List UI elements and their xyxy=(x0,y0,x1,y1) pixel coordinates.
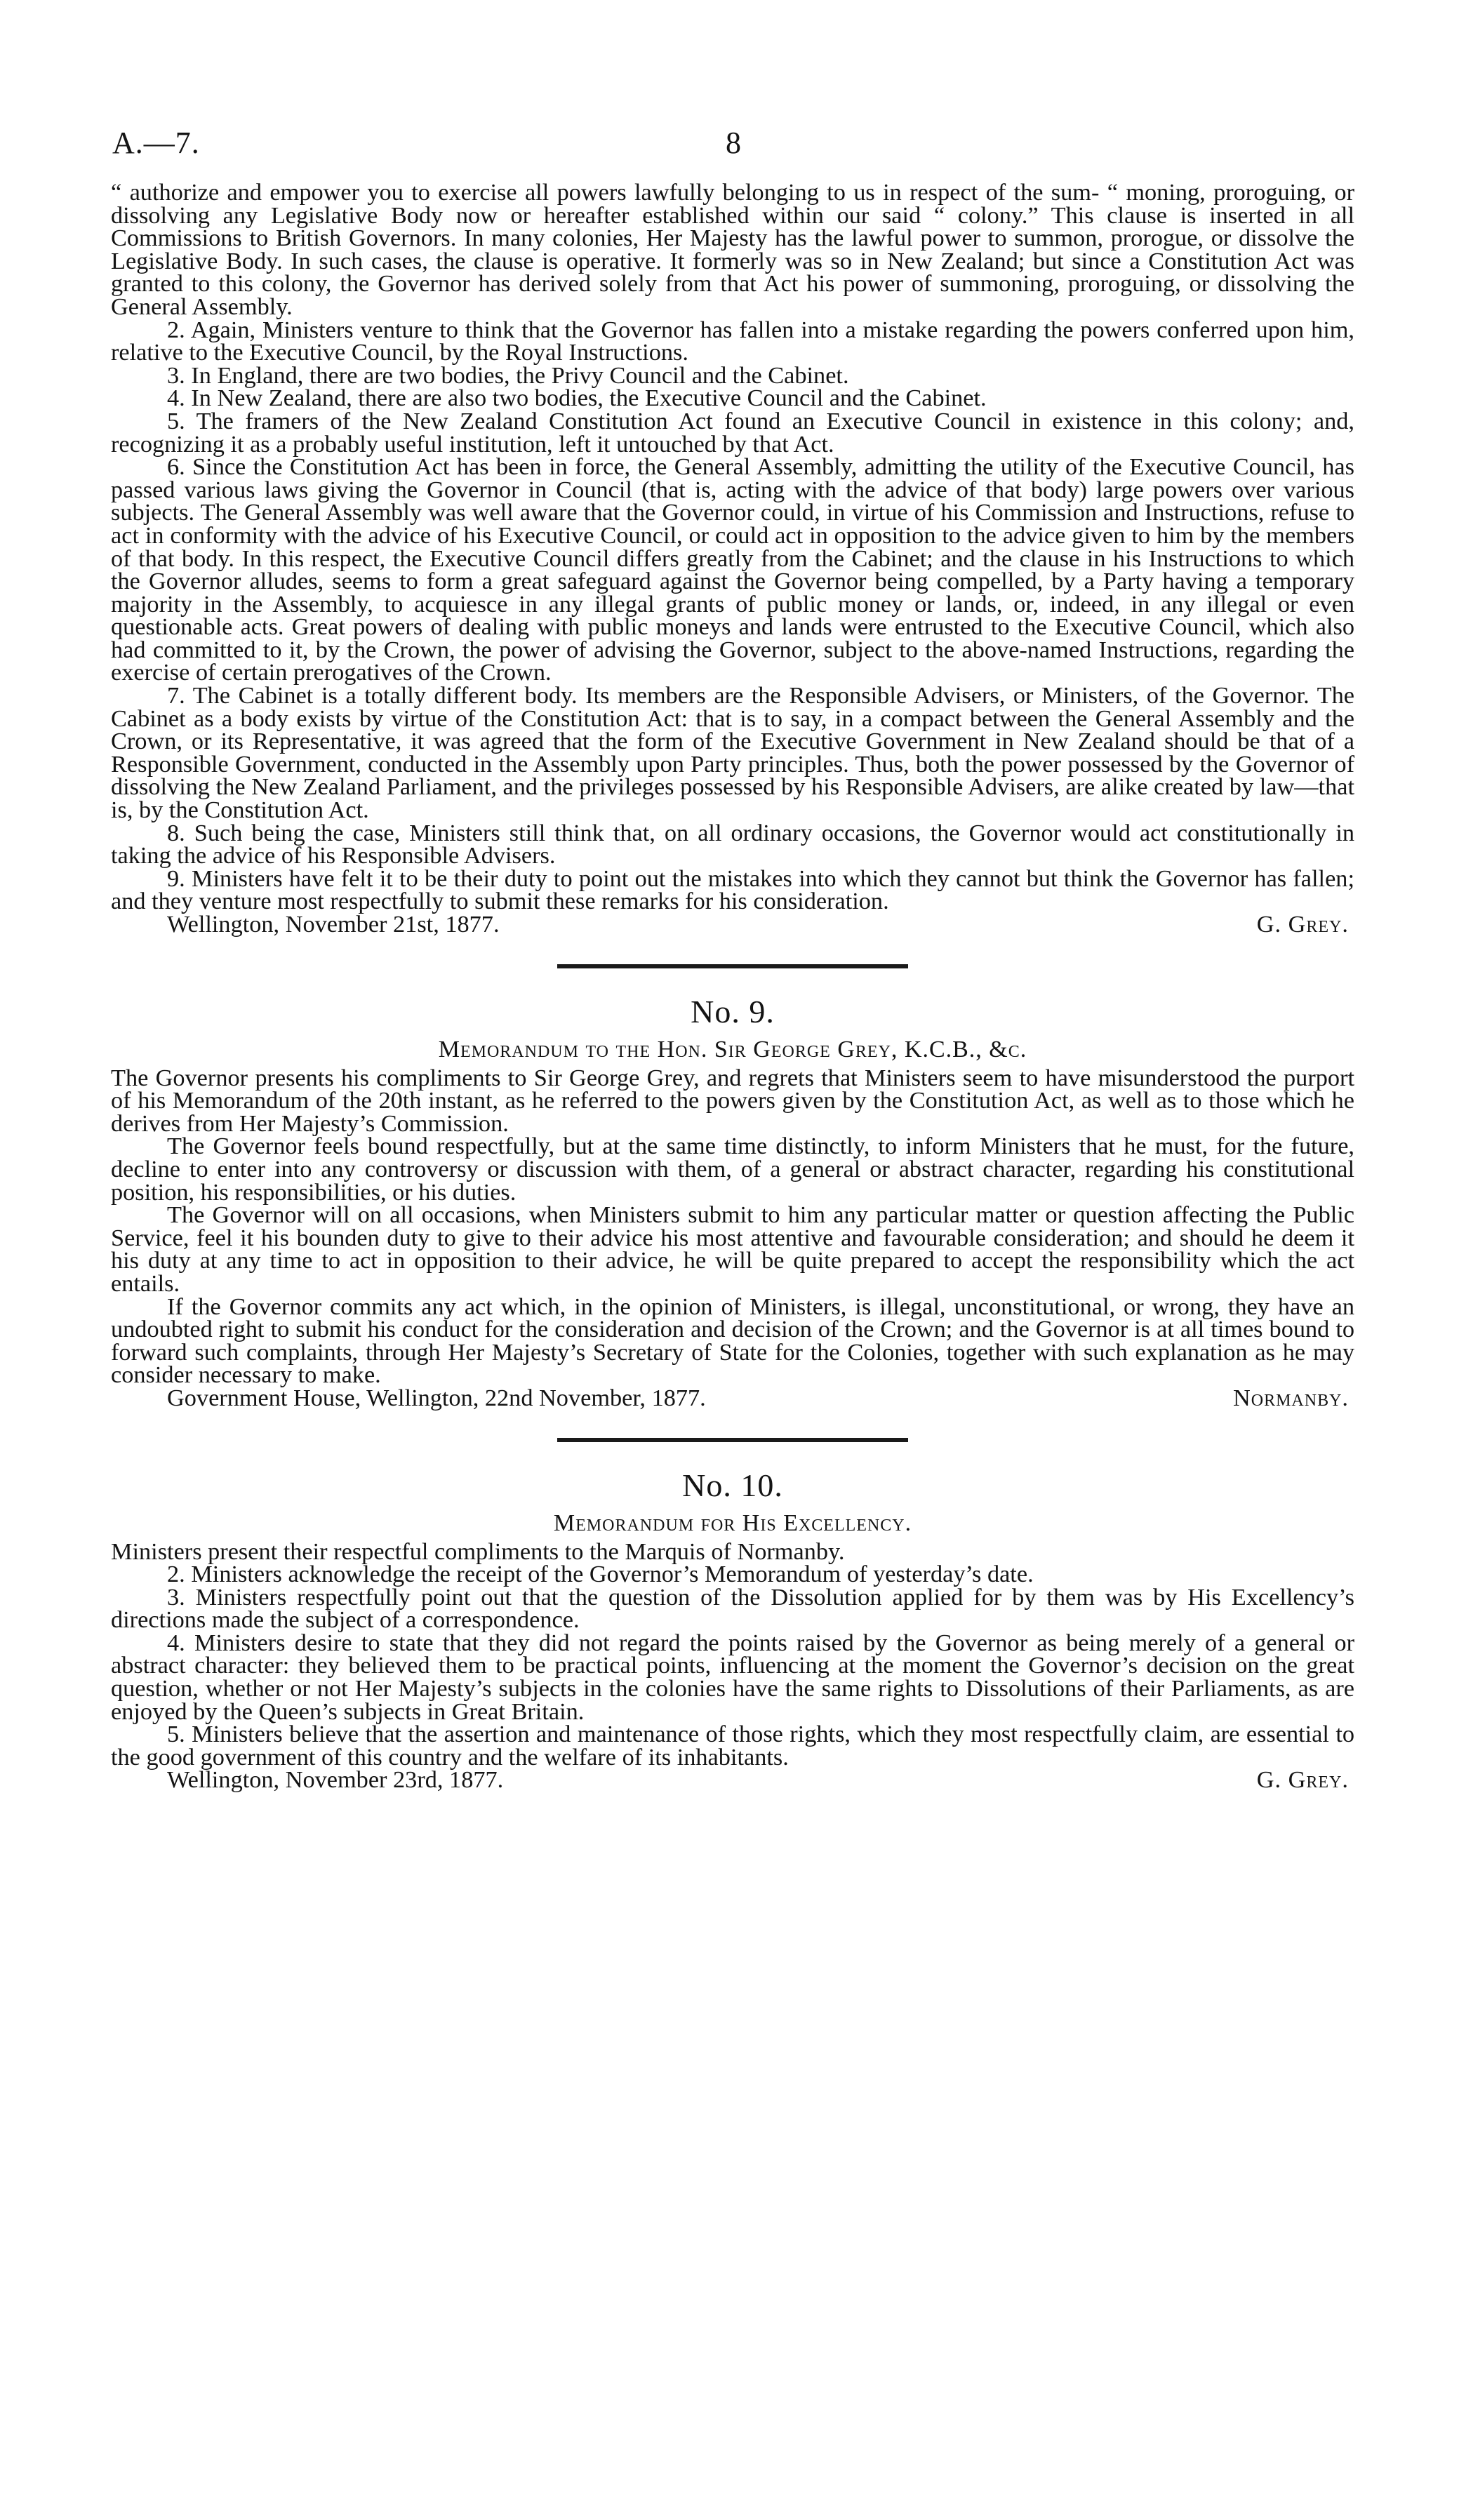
no10-paragraph-4: 4. Ministers desire to state that they did not regard the points raised by the Governor as being merely of a general or abstract character: they believed them to be practical points, influencing at the moment the Governor’s decision on the great question, whether or not Her Majesty’s subjects in the colonies have the same rights to Dissolutions of their Parliaments, as are enjoyed by the Queen’s subjects in Great Britain. xyxy=(111,1629,1354,1725)
no10-paragraph-3: 3. Ministers respectfully point out that the question of the Dissolution applied for by them was by His Excellency’s directions made the subject of a correspondence. xyxy=(111,1583,1354,1634)
page-header xyxy=(112,125,1354,167)
no10-place-date: Wellington, November 23rd, 1877. xyxy=(167,1766,504,1794)
no9-title: No. 9. xyxy=(691,993,775,1029)
no9-place-date: Government House, Wellington, 22nd November, 1877. xyxy=(167,1384,706,1411)
intro-paragraph-3: 3. In England, there are two bodies, the Privy Council and the Cabinet. xyxy=(167,361,849,389)
no9-paragraph-1: The Governor presents his compliments to Sir George Grey, and regrets that Ministers seem to have misunderstood the purport of his Memorandum of the 20th instant, as he referred to the powers given by the Constitution Act, as well as to those which he derives from Her Majesty’s Commission. xyxy=(111,1064,1354,1137)
intro-place-date: Wellington, November 21st, 1877. xyxy=(167,911,500,938)
no9-subtitle: Memorandum to the Hon. Sir George Grey, K.C.B., &c. xyxy=(438,1036,1027,1062)
no10-subtitle: Memorandum for His Excellency. xyxy=(553,1509,912,1536)
intro-paragraph-6: 6. Since the Constitution Act has been in force, the General Assembly, admitting the utility of the Executive Council, has passed various laws giving the Governor in Council (that is, acting with the advice of that body) large powers over various subjects. The General Assembly was well aware that the Governor could, in virtue of his Commission and Instructions, refuse to act in conformity with the advice of his Executive Council, or could act in opposition to the advice given to him by the members of that body. In this respect, the Executive Council differs greatly from the Cabinet; and the clause in his Instructions to which the Governor alludes, seems to form a great safeguard against the Governor being compelled, by a Party having a temporary majority in the Assembly, to acquiesce in any illegal grants of public money or lands, or, indeed, in any illegal or even questionable acts. Great powers of dealing with public moneys and lands were entrusted to the Executive Council, which also had committed to it, by the Crown, the power of advising the Governor, subject to the above-named Instructions, regarding the exercise of certain prerogatives of the Crown. xyxy=(111,453,1354,686)
no9-paragraph-2: The Governor feels bound respectfully, but at the same time distinctly, to inform Ministers that he must, for the future, decline to enter into any controversy or discussion with them, of a general or abstract character, regarding his constitutional position, his responsibilities, or his duties. xyxy=(111,1133,1354,1206)
no10-signature: G. Grey. xyxy=(1256,1766,1349,1794)
no9-paragraph-4: If the Governor commits any act which, in the opinion of Ministers, is illegal, unconstitutional, or wrong, they have an undoubted right to submit his conduct for the consideration and decision of the Crown; and the Governor is at all times bound to forward such complaints, through Her Majesty’s Secretary of State for the Colonies, together with such explanation as he may consider necessary to make. xyxy=(111,1293,1354,1389)
intro-paragraph-8: 8. Such being the case, Ministers still think that, on all ordinary occasions, the Governor would act constitutionally in taking the advice of his Responsible Advisers. xyxy=(111,819,1354,869)
intro-paragraph-9: 9. Ministers have felt it to be their duty to point out the mistakes into which they cannot but think the Governor has fallen; and they venture most respectfully to submit these remarks for his consideration. xyxy=(111,865,1354,915)
document-body xyxy=(111,181,1354,1792)
no10-paragraph-5: 5. Ministers believe that the assertion and maintenance of those rights, which they most respectfully claim, are essential to the good government of this country and the welfare of its inhabitants. xyxy=(111,1721,1354,1771)
intro-signature-line xyxy=(111,913,1354,936)
no10-title: No. 10. xyxy=(682,1467,783,1503)
document-reference: A.—7. xyxy=(112,126,200,160)
no10-signature-line xyxy=(111,1768,1354,1792)
page-number: 8 xyxy=(726,126,741,160)
intro-signature: G. Grey. xyxy=(1256,911,1349,938)
section-divider-1 xyxy=(557,964,908,968)
intro-paragraph-7: 7. The Cabinet is a totally different body. Its members are the Responsible Advisers, or Ministers, of the Governor. The Cabinet as a body exists by virtue of the Constitution Act: that is to say, in a compact between the General Assembly and the Crown, or its Representative, it was agreed that the form of the Executive Government in New Zealand should be that of a Responsible Government, conducted in the Assembly upon Party principles. Thus, both the power possessed by the Governor of dissolving the New Zealand Parliament, and the privileges possessed by his Responsible Advisers, are alike created by law—that is, by the Constitution Act. xyxy=(111,682,1354,824)
intro-paragraph-4: 4. In New Zealand, there are also two bodies, the Executive Council and the Cabinet. xyxy=(167,385,987,412)
no10-paragraph-1: Ministers present their respectful compliments to the Marquis of Normanby. xyxy=(111,1538,845,1565)
no9-paragraph-3: The Governor will on all occasions, when Ministers submit to him any particular matter or question affecting the Public Service, feel it his bounden duty to give to their advice his most attentive and favourable consideration; and should he deem it his duty at any time to act in opposition to their advice, he will be quite prepared to accept the responsibility which the act entails. xyxy=(111,1201,1354,1297)
section-divider-2 xyxy=(557,1438,908,1442)
intro-paragraph-5: 5. The framers of the New Zealand Constitution Act found an Executive Council in existence in this colony; and, recognizing it as a probably useful institution, left it untouched by that Act. xyxy=(111,407,1354,458)
no9-signature: Normanby. xyxy=(1232,1384,1349,1411)
intro-paragraph-1: “ authorize and empower you to exercise all powers lawfully belonging to us in respect of the sum- “ moning, proroguing, or dissolving any Legislative Body now or hereafter established within our said “ colony.” This clause is inserted in all Commissions to British Governors. In many colonies, Her Majesty has the lawful power to summon, prorogue, or dissolve the Legislative Body. In such cases, the clause is operative. It formerly was so in New Zealand; but since a Constitution Act was granted to this colony, the Governor has derived solely from that Act his power of summoning, proroguing, or dissolving the General Assembly. xyxy=(111,179,1354,320)
intro-paragraph-2: 2. Again, Ministers venture to think that the Governor has fallen into a mistake regarding the powers conferred upon him, relative to the Executive Council, by the Royal Instructions. xyxy=(111,316,1354,366)
no9-signature-line xyxy=(111,1384,1354,1411)
no10-paragraph-2: 2. Ministers acknowledge the receipt of the Governor’s Memorandum of yesterday’s date. xyxy=(167,1561,1034,1588)
